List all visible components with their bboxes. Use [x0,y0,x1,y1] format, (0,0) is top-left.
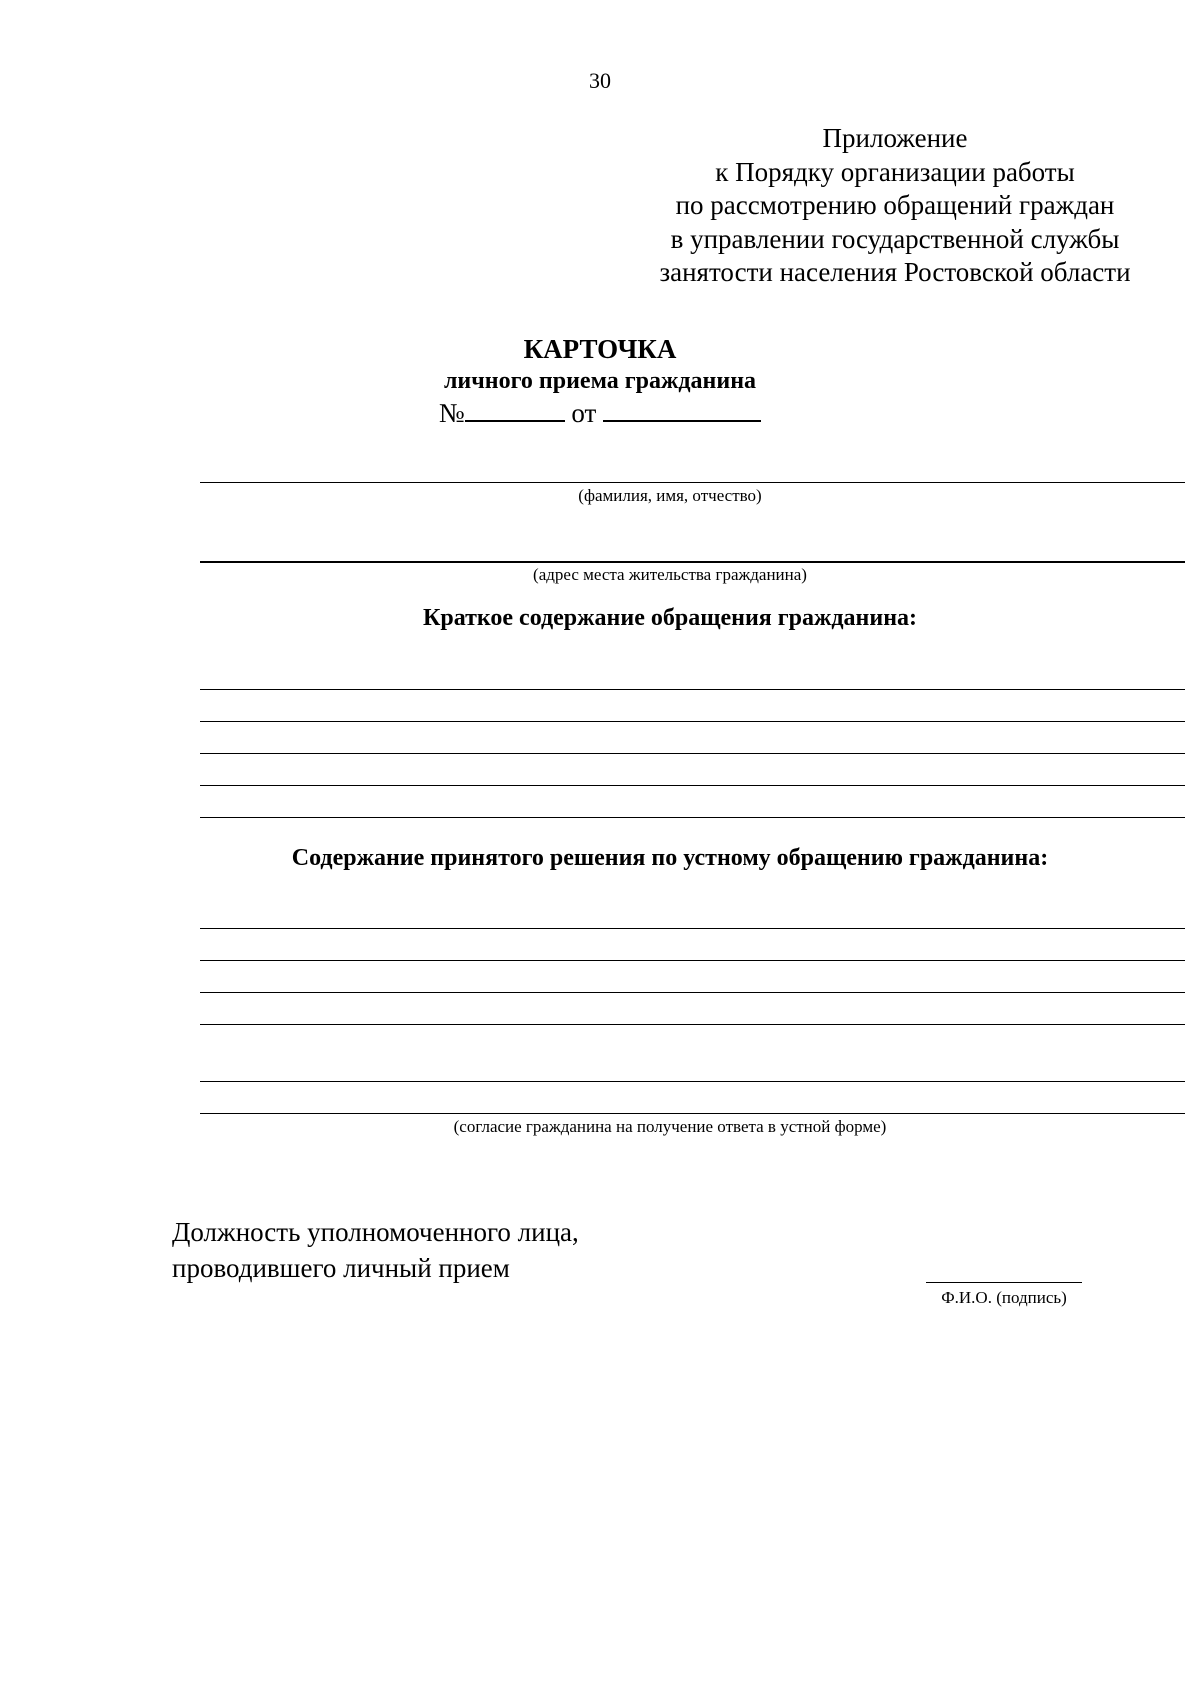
appendix-line: занятости населения Ростовской области [659,257,1131,287]
date-prefix: от [571,398,597,428]
signature-caption: Ф.И.О. (подпись) [941,1288,1067,1307]
decision-line[interactable] [200,928,1185,929]
decision-heading: Содержание принятого решения по устному обращению гражданина: [291,845,1049,871]
signature-line[interactable] [926,1282,1082,1283]
number-field[interactable] [465,394,565,422]
signer-position-line: проводившего личный прием [172,1253,510,1283]
fio-caption: (фамилия, имя, отчество) [578,486,762,505]
decision-line[interactable] [200,960,1185,961]
appendix-line: по рассмотрению обращений граждан [675,190,1115,220]
appendix-line: к Порядку организации работы [715,156,1075,187]
decision-line[interactable] [200,992,1185,993]
consent-line[interactable] [200,1113,1185,1114]
address-field-line[interactable] [200,561,1185,563]
fio-field-line[interactable] [200,482,1185,483]
number-prefix: № [438,398,465,428]
card-title: КАРТОЧКА [523,334,677,364]
signer-position-line: Должность уполномоченного лица, [172,1217,579,1247]
summary-line[interactable] [200,817,1185,818]
address-caption: (адрес места жительства гражданина) [533,565,807,584]
page-number: 30 [589,68,611,93]
appendix-header [630,122,1160,290]
decision-line[interactable] [200,1081,1185,1082]
appendix-line: Приложение [822,123,968,153]
summary-heading: Краткое содержание обращения гражданина: [422,605,918,631]
consent-caption: (согласие гражданина на получение ответа в устной форме) [453,1117,887,1136]
summary-line[interactable] [200,785,1185,786]
card-number-line [0,394,1200,429]
summary-line[interactable] [200,753,1185,754]
decision-line[interactable] [200,1024,1185,1025]
card-subtitle: личного приема гражданина [443,368,757,394]
appendix-line: в управлении государственной службы [670,223,1120,254]
summary-line[interactable] [200,721,1185,722]
summary-line[interactable] [200,689,1185,690]
date-field[interactable] [603,394,761,422]
signer-position [172,1214,579,1286]
